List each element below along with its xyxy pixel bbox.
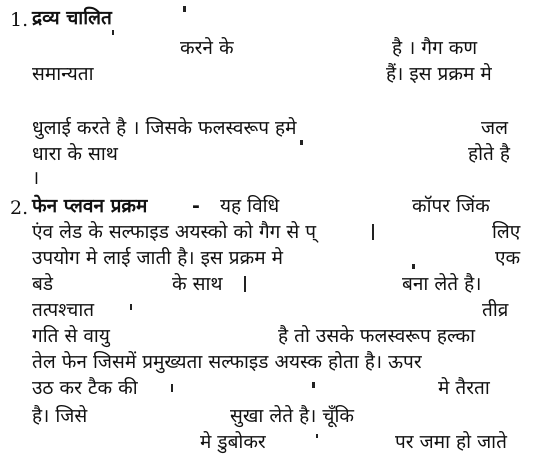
item-2-line-1-a: एंव लेड के सल्फाइड अयस्को को गैग से प् [32,221,317,243]
item-1-line-1-b: है । गैग कण [392,37,478,59]
item-2-heading-text-a: यह विधि [220,195,280,217]
item-2-line-5-b: है तो उसके फलस्वरूप हल्का [278,325,476,347]
item-2-line-9-b: पर जमा हो जाते [395,431,507,453]
item-1-number: 1. [10,9,29,31]
item-2-line-4-b: तीव्र [482,299,509,321]
item-2-line-2-a: उपयोग मे लाई जाती है। इस प्रक्रम मे [32,247,283,269]
item-2-heading: फेन प्लवन प्रक्रम [32,195,148,217]
item-2-line-4-a: तत्पश्चात [32,299,95,321]
item-2-line-1-b: लिए [492,221,521,243]
stray-mark [312,382,315,388]
item-2-line-8-b: सुखा लेते है। चूँकि [230,405,355,427]
stray-mark [244,276,246,292]
stray-mark [130,304,132,310]
item-2-line-7-a: उठ कर टैक की [32,377,138,399]
item-1-line-5: । [32,167,40,189]
item-2-number: 2. [10,197,29,219]
stray-mark [300,140,303,145]
item-1-heading: द्रव्य चालित [32,7,112,29]
item-2-line-5-a: गति से वायु [32,325,110,347]
item-1-line-4-b: होते है [468,143,510,165]
item-1-line-3-a: धुलाई करते है । जिसके फलस्वरूप हमे [32,117,297,139]
item-1-line-3-b: जल [481,117,508,139]
item-2-line-2-b: एक [495,247,521,269]
item-2-dash: - [192,195,200,217]
stray-mark [372,224,374,240]
stray-mark [171,384,173,392]
item-2-line-6: तेल फेन जिसमें प्रमुख्यता सल्फाइड अयस्क होता है। ऊपर [32,351,422,373]
item-1-line-2-b: हैं। इस प्रक्रम मे [386,63,492,85]
stray-mark [316,434,318,438]
item-1-line-1-a: करने के [180,37,234,59]
item-2-line-8-a: है। जिसे [32,405,88,427]
item-2-heading-text-b: कॉपर जिंक [412,195,490,217]
item-2-line-7-b: मे तैरता [438,377,490,399]
item-1-line-4-a: धारा के साथ [32,143,118,165]
stray-mark [412,264,415,269]
item-2-line-3-b: के साथ [172,273,223,295]
item-1-line-2-a: समान्यता [32,63,94,85]
item-2-line-3-c: बना लेते है। [402,273,482,295]
item-2-line-3-a: बडे [32,273,54,295]
item-2-line-9-a: मे डुबोकर [200,431,266,453]
stray-mark [112,30,114,35]
stray-mark [183,6,186,12]
